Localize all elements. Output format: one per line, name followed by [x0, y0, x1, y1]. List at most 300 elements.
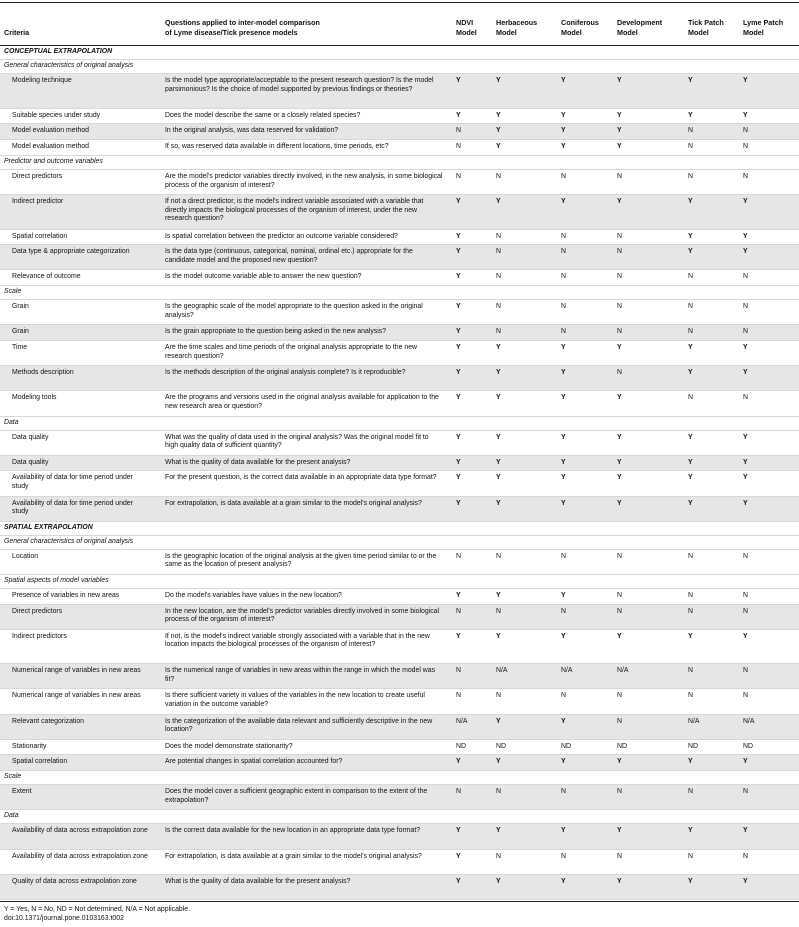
value-cell: Y	[496, 591, 501, 599]
value-cell: N	[617, 273, 622, 281]
table-row	[0, 550, 799, 575]
question-cell: Is the grain appropriate to the question being asked in the new analysis?	[165, 328, 387, 336]
criteria-cell: Relevance of outcome	[12, 273, 81, 281]
question-cell: If not, is the model's indirect variable strongly associated with a variable that in the new location impacts the biological processes of the organism of interest?	[165, 632, 430, 649]
value-cell: Y	[496, 111, 501, 119]
value-cell: N	[743, 552, 748, 560]
criteria-cell: Data type & appropriate categorization	[12, 248, 130, 256]
value-cell: Y	[688, 827, 693, 835]
value-cell: N	[617, 232, 622, 240]
subsection-heading-text: Data	[4, 812, 19, 820]
subsection-heading	[0, 417, 799, 431]
value-cell: N	[496, 248, 501, 256]
subsection-heading-text: General characteristics of original analysis	[4, 537, 134, 545]
table-row	[0, 109, 799, 125]
value-cell: N	[743, 328, 748, 336]
value-cell: Y	[743, 499, 748, 507]
value-cell: Y	[561, 877, 566, 885]
criteria-cell: Availability of data across extrapolation zone	[12, 852, 148, 860]
value-cell: N	[456, 552, 461, 560]
value-cell: Y	[496, 474, 501, 482]
value-cell: Y	[456, 248, 461, 256]
value-cell: Y	[688, 232, 693, 240]
question-cell: For the present question, is the correct data available in an appropriate data type format?	[165, 474, 437, 482]
value-cell: Y	[688, 248, 693, 256]
value-cell: Y	[561, 499, 566, 507]
value-cell: N	[743, 591, 748, 599]
header-lyme-patch: Lyme Patch Model	[743, 18, 784, 37]
value-cell: Y	[496, 198, 501, 206]
question-cell: Are the time scales and time periods of the original analysis appropriate to the new research question?	[165, 344, 418, 360]
question-cell: For extrapolation, is data available at a grain similar to the model's original analysis?	[165, 852, 422, 860]
value-cell: Y	[617, 632, 622, 640]
value-cell: ND	[688, 742, 698, 750]
value-cell: N	[561, 552, 566, 560]
value-cell: N	[456, 607, 461, 615]
table-row	[0, 230, 799, 246]
value-cell: N/A	[688, 717, 700, 725]
value-cell: Y	[496, 499, 501, 507]
value-cell: N	[688, 667, 693, 675]
value-cell: Y	[456, 827, 461, 835]
table-row	[0, 850, 799, 875]
value-cell: N	[743, 667, 748, 675]
criteria-cell: Grain	[12, 303, 29, 311]
value-cell: N	[617, 852, 622, 860]
section-heading-text: CONCEPTUAL EXTRAPOLATION	[4, 48, 113, 55]
value-cell: Y	[617, 458, 622, 466]
value-cell: Y	[617, 127, 622, 135]
value-cell: Y	[561, 474, 566, 482]
value-cell: Y	[456, 758, 461, 766]
value-cell: Y	[496, 369, 501, 377]
value-cell: Y	[561, 127, 566, 135]
criteria-cell: Extent	[12, 788, 32, 796]
question-cell: What was the quality of data used in the original analysis? Was the original model fit to high quality data of sufficient quantity?	[165, 433, 429, 450]
table-row	[0, 824, 799, 849]
value-cell: N	[688, 788, 693, 796]
header-coniferous: Coniferous Model	[561, 18, 599, 37]
value-cell: N	[496, 232, 501, 240]
subsection-heading	[0, 575, 799, 589]
value-cell: N	[617, 172, 622, 180]
value-cell: Y	[561, 77, 566, 85]
value-cell: Y	[561, 198, 566, 206]
value-cell: N	[743, 692, 748, 700]
value-cell: N	[743, 607, 748, 615]
question-cell: Is the correct data available for the new location in an appropriate data type format?	[165, 827, 421, 835]
value-cell: N	[561, 328, 566, 336]
criteria-cell: Spatial correlation	[12, 232, 68, 240]
value-cell: Y	[561, 111, 566, 119]
value-cell: Y	[617, 394, 622, 402]
value-cell: Y	[617, 877, 622, 885]
subsection-heading-text: Data	[4, 418, 19, 426]
question-cell: Is there sufficient variety in values of the variables in the new location to create useful variation in the outcome variable?	[165, 692, 425, 708]
value-cell: Y	[456, 474, 461, 482]
value-cell: N	[688, 328, 693, 336]
header-criteria: Criteria	[4, 28, 30, 37]
table-row	[0, 325, 799, 341]
value-cell: Y	[688, 77, 693, 85]
table-row	[0, 456, 799, 472]
value-cell: Y	[617, 433, 622, 441]
value-cell: N	[743, 273, 748, 281]
value-cell: Y	[743, 877, 748, 885]
table-row	[0, 755, 799, 771]
value-cell: Y	[617, 827, 622, 835]
criteria-cell: Suitable species under study	[12, 111, 101, 119]
value-cell: Y	[456, 433, 461, 441]
value-cell: Y	[743, 77, 748, 85]
value-cell: N/A	[456, 717, 468, 725]
value-cell: Y	[617, 198, 622, 206]
value-cell: N	[688, 852, 693, 860]
table-row	[0, 689, 799, 714]
criteria-cell: Availability of data for time period under study	[12, 499, 133, 516]
criteria-cell: Direct predictors	[12, 607, 63, 615]
value-cell: N	[561, 232, 566, 240]
value-cell: N	[456, 172, 461, 180]
value-cell: Y	[456, 852, 461, 860]
value-cell: Y	[496, 433, 501, 441]
value-cell: ND	[617, 742, 627, 750]
value-cell: Y	[456, 77, 461, 85]
question-cell: If so, was reserved data available in different locations, time periods, etc?	[165, 143, 389, 151]
question-cell: Are potential changes in spatial correlation accounted for?	[165, 758, 343, 766]
value-cell: Y	[456, 198, 461, 206]
criteria-cell: Indirect predictor	[12, 198, 64, 206]
criteria-cell: Data quality	[12, 458, 49, 466]
value-cell: Y	[688, 632, 693, 640]
value-cell: ND	[743, 742, 753, 750]
question-cell: Is the numerical range of variables in new areas within the range in which the model was fit?	[165, 667, 436, 683]
table-row	[0, 341, 799, 366]
table-row	[0, 431, 799, 456]
question-cell: Is the methods description of the original analysis complete? Is it reproducible?	[165, 369, 406, 377]
criteria-cell: Model evaluation method	[12, 143, 89, 151]
table-row	[0, 497, 799, 522]
value-cell: Y	[496, 717, 501, 725]
value-cell: N	[456, 692, 461, 700]
value-cell: Y	[456, 877, 461, 885]
question-cell: Is the categorization of the available data relevant and sufficiently descriptive in the new location?	[165, 717, 433, 734]
value-cell: N	[743, 172, 748, 180]
table-row	[0, 140, 799, 156]
value-cell: Y	[456, 632, 461, 640]
value-cell: N	[561, 852, 566, 860]
header-questions: Questions applied to inter-model comparison of Lyme disease/Tick presence models	[165, 18, 320, 37]
bottom-rule	[0, 901, 799, 902]
value-cell: N/A	[496, 667, 508, 675]
value-cell: Y	[688, 369, 693, 377]
subsection-heading-text: Spatial aspects of model variables	[4, 576, 109, 584]
table-row	[0, 195, 799, 229]
value-cell: Y	[743, 632, 748, 640]
value-cell: N	[688, 591, 693, 599]
value-cell: Y	[743, 232, 748, 240]
value-cell: N	[688, 273, 693, 281]
subsection-heading	[0, 810, 799, 824]
value-cell: Y	[688, 198, 693, 206]
question-cell: Does the model demonstrate stationarity?	[165, 742, 293, 750]
value-cell: Y	[617, 499, 622, 507]
value-cell: Y	[743, 827, 748, 835]
value-cell: Y	[743, 433, 748, 441]
value-cell: N	[561, 607, 566, 615]
subsection-heading	[0, 156, 799, 170]
question-cell: Is the model outcome variable able to answer the new question?	[165, 273, 362, 281]
value-cell: Y	[496, 127, 501, 135]
value-cell: Y	[688, 344, 693, 352]
value-cell: N	[561, 788, 566, 796]
value-cell: Y	[561, 758, 566, 766]
criteria-cell: Direct predictors	[12, 172, 63, 180]
value-cell: Y	[743, 369, 748, 377]
footnote-doi: doi:10.1371/journal.pone.0103163.t002	[4, 915, 124, 922]
value-cell: Y	[496, 632, 501, 640]
question-cell: In the original analysis, was data reserved for validation?	[165, 127, 339, 135]
table-row	[0, 664, 799, 689]
value-cell: N	[617, 328, 622, 336]
value-cell: N	[743, 788, 748, 796]
value-cell: N	[688, 552, 693, 560]
question-cell: In the new location, are the model's predictor variables directly involved in some biological process of the organism of interest?	[165, 607, 440, 624]
table-header	[0, 18, 799, 46]
value-cell: ND	[496, 742, 506, 750]
value-cell: N	[617, 717, 622, 725]
value-cell: Y	[688, 758, 693, 766]
value-cell: Y	[456, 344, 461, 352]
criteria-cell: Modeling technique	[12, 77, 72, 85]
value-cell: N	[561, 172, 566, 180]
criteria-cell: Availability of data across extrapolation zone	[12, 827, 148, 835]
value-cell: Y	[561, 591, 566, 599]
criteria-cell: Indirect predictors	[12, 632, 67, 640]
value-cell: Y	[617, 111, 622, 119]
header-ndvi: NDVI Model	[456, 18, 477, 37]
table-row	[0, 391, 799, 416]
value-cell: Y	[561, 632, 566, 640]
value-cell: Y	[688, 111, 693, 119]
value-cell: Y	[561, 458, 566, 466]
value-cell: Y	[617, 474, 622, 482]
value-cell: N	[496, 552, 501, 560]
criteria-cell: Availability of data for time period under study	[12, 474, 133, 491]
value-cell: N	[688, 692, 693, 700]
table-row	[0, 740, 799, 756]
value-cell: N	[617, 692, 622, 700]
question-cell: What is the quality of data available for the present analysis?	[165, 458, 351, 466]
table-row	[0, 74, 799, 108]
value-cell: N	[743, 127, 748, 135]
question-cell: Do the model's variables have values in the new location?	[165, 591, 342, 599]
value-cell: N	[496, 607, 501, 615]
value-cell: N	[617, 248, 622, 256]
question-cell: Are the programs and versions used in the original analysis available for application to the new research area or question?	[165, 394, 439, 410]
question-cell: Is the geographic location of the original analysis at the given time period similar to or the same as the location of present analysis?	[165, 552, 437, 569]
criteria-cell: Data quality	[12, 433, 49, 441]
value-cell: Y	[743, 248, 748, 256]
value-cell: N	[743, 143, 748, 151]
table-body	[0, 46, 799, 900]
value-cell: Y	[688, 474, 693, 482]
value-cell: Y	[743, 198, 748, 206]
value-cell: N	[561, 303, 566, 311]
value-cell: N	[496, 328, 501, 336]
value-cell: N/A	[743, 717, 755, 725]
table-row	[0, 300, 799, 325]
value-cell: N	[617, 552, 622, 560]
value-cell: N	[456, 143, 461, 151]
value-cell: Y	[743, 458, 748, 466]
table-row	[0, 124, 799, 140]
value-cell: Y	[688, 433, 693, 441]
value-cell: N	[617, 591, 622, 599]
value-cell: Y	[561, 369, 566, 377]
table-row	[0, 715, 799, 740]
criteria-cell: Location	[12, 552, 39, 560]
value-cell: N	[496, 303, 501, 311]
value-cell: N	[688, 394, 693, 402]
value-cell: N	[743, 303, 748, 311]
value-cell: N	[496, 788, 501, 796]
value-cell: N	[743, 852, 748, 860]
footnote-legend: Y = Yes, N = No, ND = Not determined, N/A = Not applicable.	[4, 906, 191, 913]
question-cell: Does the model cover a sufficient geographic extent in comparison to the extent of the extrapolation?	[165, 788, 428, 804]
table-row	[0, 589, 799, 605]
subsection-heading-text: Scale	[4, 773, 22, 781]
value-cell: N/A	[617, 667, 629, 675]
value-cell: N	[561, 248, 566, 256]
question-cell: For extrapolation, is data available at a grain similar to the model's original analysis?	[165, 499, 422, 507]
value-cell: Y	[456, 111, 461, 119]
value-cell: Y	[496, 827, 501, 835]
value-cell: N	[688, 172, 693, 180]
value-cell: Y	[561, 827, 566, 835]
header-development: Development Model	[617, 18, 663, 37]
value-cell: Y	[743, 758, 748, 766]
value-cell: Y	[496, 143, 501, 151]
header-tick-patch: Tick Patch Model	[688, 18, 724, 37]
value-cell: N	[617, 369, 622, 377]
value-cell: N	[496, 852, 501, 860]
table-row	[0, 270, 799, 286]
question-cell: If not a direct predictor, is the model's indirect variable associated with a variable that directly impacts the biological processes of the organism of interest, under the new research question?	[165, 198, 424, 223]
criteria-cell: Presence of variables in new areas	[12, 591, 120, 599]
question-cell: Does the model describe the same or a closely related species?	[165, 111, 361, 119]
criteria-cell: Numerical range of variables in new areas	[12, 692, 141, 700]
value-cell: Y	[561, 433, 566, 441]
subsection-heading-text: Scale	[4, 288, 22, 296]
value-cell: Y	[456, 328, 461, 336]
question-cell: What is the quality of data available for the present analysis?	[165, 877, 351, 885]
value-cell: N	[456, 127, 461, 135]
question-cell: Are the model's predictor variables directly involved, in the new analysis, in some biological process of the organism of interest?	[165, 172, 443, 189]
value-cell: Y	[456, 232, 461, 240]
value-cell: Y	[743, 344, 748, 352]
subsection-heading-text: General characteristics of original analysis	[4, 62, 134, 70]
value-cell: N	[617, 788, 622, 796]
value-cell: Y	[456, 499, 461, 507]
value-cell: Y	[561, 143, 566, 151]
criteria-cell: Numerical range of variables in new areas	[12, 667, 141, 675]
value-cell: Y	[496, 877, 501, 885]
value-cell: Y	[456, 394, 461, 402]
value-cell: Y	[617, 143, 622, 151]
value-cell: Y	[456, 273, 461, 281]
value-cell: Y	[688, 499, 693, 507]
value-cell: N	[456, 788, 461, 796]
value-cell: Y	[743, 111, 748, 119]
value-cell: Y	[561, 394, 566, 402]
table-footnote	[4, 905, 190, 923]
value-cell: N	[496, 273, 501, 281]
criteria-cell: Modeling tools	[12, 394, 57, 402]
table-row	[0, 471, 799, 496]
criteria-cell: Quality of data across extrapolation zone	[12, 877, 137, 885]
value-cell: Y	[617, 77, 622, 85]
table-row	[0, 605, 799, 630]
subsection-heading	[0, 286, 799, 300]
value-cell: N	[617, 303, 622, 311]
value-cell: Y	[456, 369, 461, 377]
value-cell: Y	[617, 758, 622, 766]
value-cell: Y	[688, 458, 693, 466]
value-cell: N	[561, 692, 566, 700]
subsection-heading	[0, 536, 799, 550]
question-cell: Is the data type (continuous, categorical, nominal, ordinal etc.) appropriate for the candidate model and the proposed new question?	[165, 248, 413, 264]
table-row	[0, 875, 799, 900]
value-cell: N	[688, 303, 693, 311]
value-cell: Y	[456, 303, 461, 311]
criteria-cell: Model evaluation method	[12, 127, 89, 135]
table-row	[0, 170, 799, 195]
value-cell: Y	[496, 394, 501, 402]
criteria-cell: Spatial correlation	[12, 758, 68, 766]
subsection-heading-text: Predictor and outcome variables	[4, 157, 103, 165]
value-cell: N	[688, 127, 693, 135]
table-row	[0, 785, 799, 810]
section-heading	[0, 522, 799, 536]
value-cell: Y	[688, 877, 693, 885]
criteria-cell: Relevant categorization	[12, 717, 85, 725]
section-heading-text: SPATIAL EXTRAPOLATION	[4, 523, 93, 531]
value-cell: Y	[496, 344, 501, 352]
question-cell: Is the geographic scale of the model appropriate to the question asked in the original analysis?	[165, 303, 423, 319]
value-cell: Y	[496, 758, 501, 766]
criteria-cell: Stationarity	[12, 742, 47, 750]
table-row	[0, 366, 799, 391]
value-cell: N	[496, 172, 501, 180]
value-cell: Y	[561, 344, 566, 352]
value-cell: Y	[617, 344, 622, 352]
value-cell: N	[456, 667, 461, 675]
question-cell: Is the model type appropriate/acceptable to the present research question? Is the model parsimonious? Is the choice of model supported by previous findings or theories?	[165, 77, 434, 93]
subsection-heading	[0, 771, 799, 785]
value-cell: N	[688, 143, 693, 151]
value-cell: Y	[496, 458, 501, 466]
subsection-heading	[0, 60, 799, 74]
value-cell: N/A	[561, 667, 573, 675]
value-cell: Y	[456, 458, 461, 466]
top-rule	[0, 2, 799, 3]
criteria-cell: Grain	[12, 328, 29, 336]
value-cell: Y	[561, 717, 566, 725]
criteria-cell: Methods description	[12, 369, 74, 377]
value-cell: Y	[496, 77, 501, 85]
table-row	[0, 245, 799, 270]
